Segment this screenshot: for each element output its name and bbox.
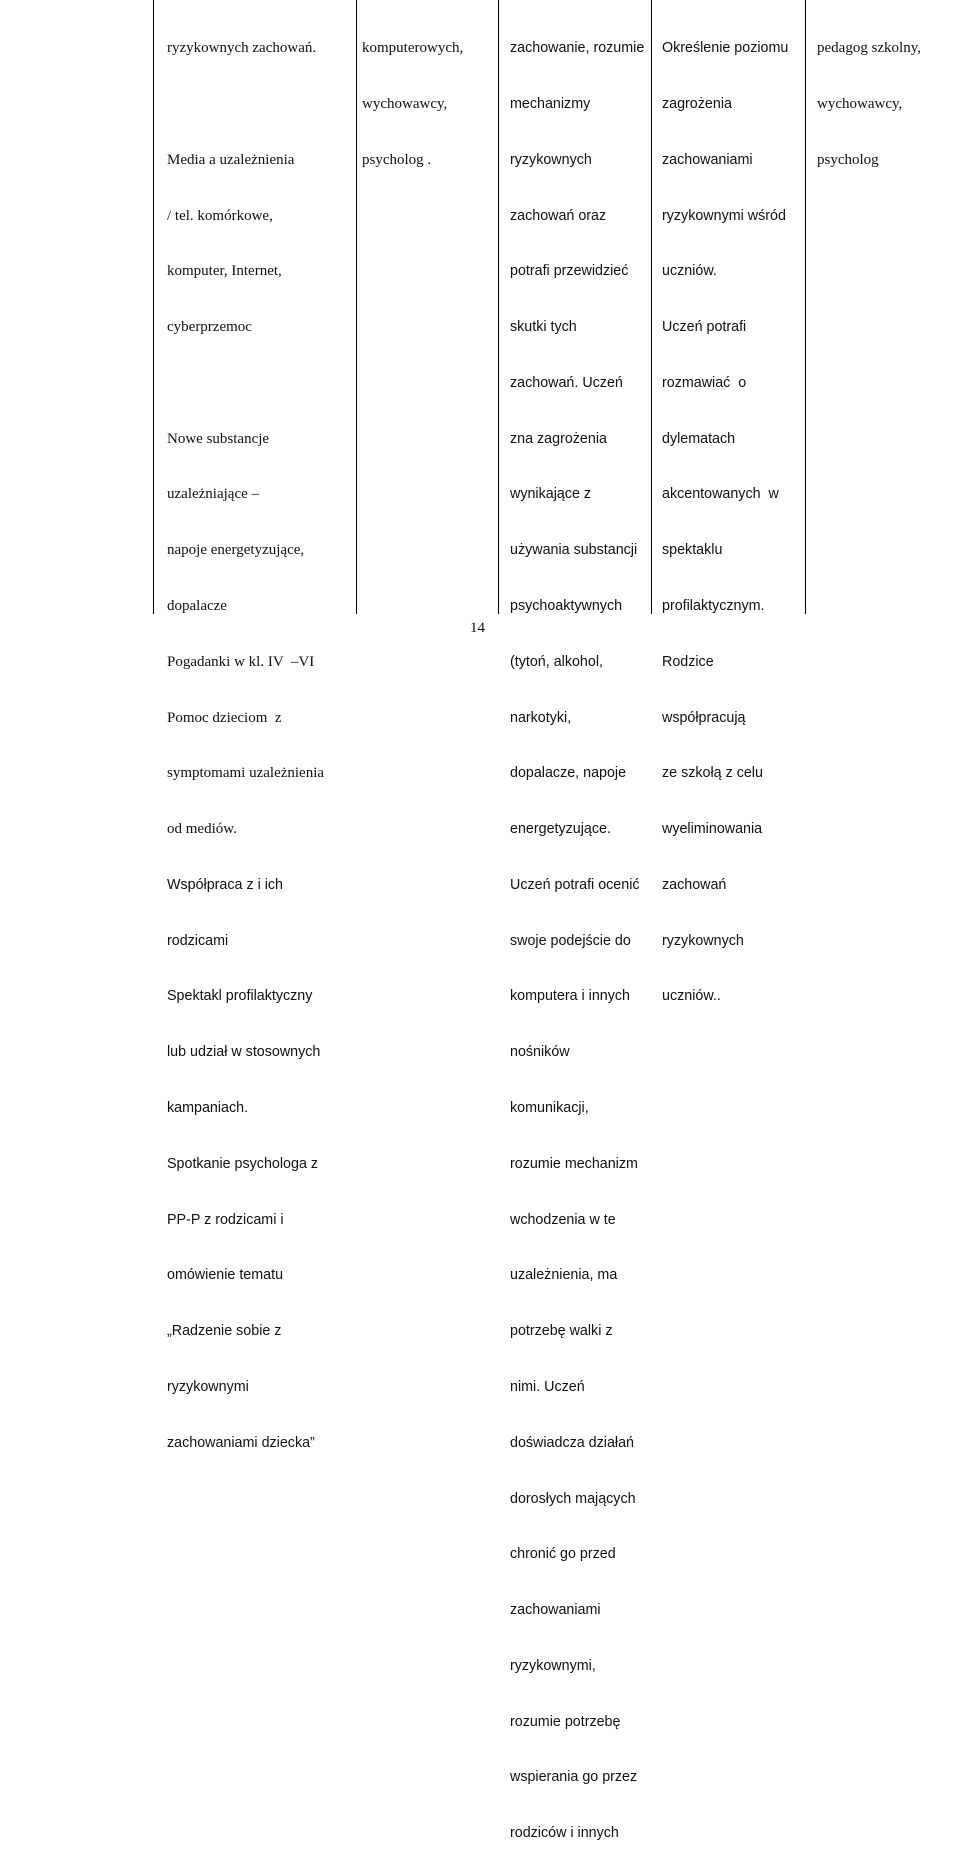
text-line: psycholog .: [362, 151, 432, 168]
text-line: wychowawcy,: [817, 95, 903, 112]
text-line: narkotyki,: [510, 709, 572, 726]
table-border-left: [153, 0, 154, 614]
text-line: Określenie poziomu: [662, 40, 789, 57]
text-line: Uczeń potrafi ocenić: [510, 876, 640, 893]
text-line: zachowań: [662, 876, 727, 893]
text-line: symptomami uzależnienia: [167, 765, 325, 782]
text-line: zachowaniami: [510, 1602, 601, 1619]
text-line: energetyzujące.: [510, 821, 611, 838]
text-line: cyberprzemoc: [167, 319, 252, 336]
text-line: rodzicami: [167, 932, 229, 949]
text-line: komputerowych,: [362, 40, 464, 57]
text-line: wchodzenia w te: [510, 1211, 616, 1228]
table-border-col3: [498, 0, 499, 614]
text-line: Współpraca z i ich: [167, 876, 284, 893]
text-line: potrafi przewidzieć: [510, 263, 629, 280]
text-line: zachowań oraz: [510, 207, 607, 224]
text-line: dylematach: [662, 430, 736, 447]
text-line: ryzykownych zachowań.: [167, 40, 317, 57]
text-line: ryzykownymi wśród: [662, 207, 786, 224]
text-line: napoje energetyzujące,: [167, 542, 305, 559]
text-line: PP-P z rodzicami i: [167, 1211, 284, 1228]
table-border-col2: [356, 0, 357, 614]
text-line: psychoaktywnych: [510, 598, 623, 614]
text-line: wychowawcy,: [362, 95, 448, 112]
text-line: rozumie mechanizm: [510, 1155, 638, 1172]
text-line: zachowaniami dziecka”: [167, 1434, 315, 1451]
text-line: rozumie potrzebę: [510, 1713, 621, 1730]
text-line: potrzebę walki z: [510, 1323, 613, 1340]
text-line: zagrożenia: [662, 95, 732, 112]
text-line: dorosłych mających: [510, 1490, 636, 1507]
text-line: współpracują: [662, 709, 746, 726]
text-line: pedagog szkolny,: [817, 40, 922, 57]
text-line: od mediów.: [167, 821, 237, 838]
text-line: rozmawiać o: [662, 374, 747, 391]
text-line: komunikacji,: [510, 1100, 589, 1117]
text-line: używania substancji: [510, 542, 638, 559]
text-line: Pogadanki w kl. IV –VI: [167, 653, 315, 670]
text-line: swoje podejście do: [510, 932, 631, 949]
text-line: zna zagrożenia: [510, 430, 607, 447]
text-line: ryzykownymi: [167, 1378, 249, 1395]
text-line: [167, 95, 324, 114]
table-cell-staff: [817, 2, 921, 188]
text-line: Media a uzależnienia: [167, 151, 295, 168]
text-line: zachowań. Uczeń: [510, 374, 623, 391]
table-cell-activities: [167, 2, 324, 1471]
text-line: wynikające z: [510, 486, 592, 503]
text-line: wyeliminowania: [662, 821, 763, 838]
text-line: lub udział w stosownych: [167, 1044, 321, 1061]
text-line: psycholog: [817, 151, 879, 168]
text-line: ryzykownymi,: [510, 1657, 596, 1674]
text-line: zachowanie, rozumie: [510, 40, 645, 57]
text-line: spektaklu: [662, 542, 723, 559]
text-line: chronić go przed: [510, 1546, 616, 1563]
text-line: komputera i innych: [510, 988, 630, 1005]
text-line: uzależniające –: [167, 486, 260, 503]
text-line: doświadcza działań: [510, 1434, 634, 1451]
text-line: wspierania go przez: [510, 1769, 638, 1786]
text-line: ze szkołą z celu: [662, 765, 763, 782]
table-cell-responsible: [362, 2, 463, 188]
text-line: ryzykownych: [510, 151, 592, 168]
text-line: nośników: [510, 1044, 570, 1061]
table-cell-evaluation: [662, 2, 788, 1025]
text-line: „Radzenie sobie z: [167, 1323, 282, 1340]
text-line: profilaktycznym.: [662, 598, 765, 614]
text-line: Spektakl profilaktyczny: [167, 988, 313, 1005]
text-line: rodziców i innych: [510, 1825, 619, 1842]
text-line: Rodzice: [662, 653, 714, 670]
text-line: ryzykownych: [662, 932, 744, 949]
text-line: Spotkanie psychologa z: [167, 1155, 319, 1172]
text-line: zachowaniami: [662, 151, 753, 168]
text-line: nimi. Uczeń: [510, 1378, 585, 1395]
text-line: omówienie tematu: [167, 1267, 284, 1284]
table-border-col4: [651, 0, 652, 614]
text-line: dopalacze, napoje: [510, 765, 627, 782]
text-line: skutki tych: [510, 319, 577, 336]
text-line: dopalacze: [167, 598, 227, 614]
text-line: akcentowanych w: [662, 486, 779, 503]
text-line: uzależnienia, ma: [510, 1267, 618, 1284]
text-line: Pomoc dzieciom z: [167, 709, 282, 726]
text-line: Uczeń potrafi: [662, 319, 747, 336]
page-number: 14: [470, 620, 485, 636]
text-line: (tytoń, alkohol,: [510, 653, 603, 670]
text-line: uczniów.: [662, 263, 717, 280]
table-border-col5: [805, 0, 806, 614]
text-line: mechanizmy: [510, 95, 591, 112]
text-line: [167, 374, 324, 393]
text-line: Nowe substancje: [167, 430, 270, 447]
text-line: uczniów..: [662, 988, 721, 1005]
text-line: kampaniach.: [167, 1100, 249, 1117]
text-line: / tel. komórkowe,: [167, 207, 273, 224]
text-line: komputer, Internet,: [167, 263, 282, 280]
table-cell-outcomes: [510, 2, 644, 1861]
